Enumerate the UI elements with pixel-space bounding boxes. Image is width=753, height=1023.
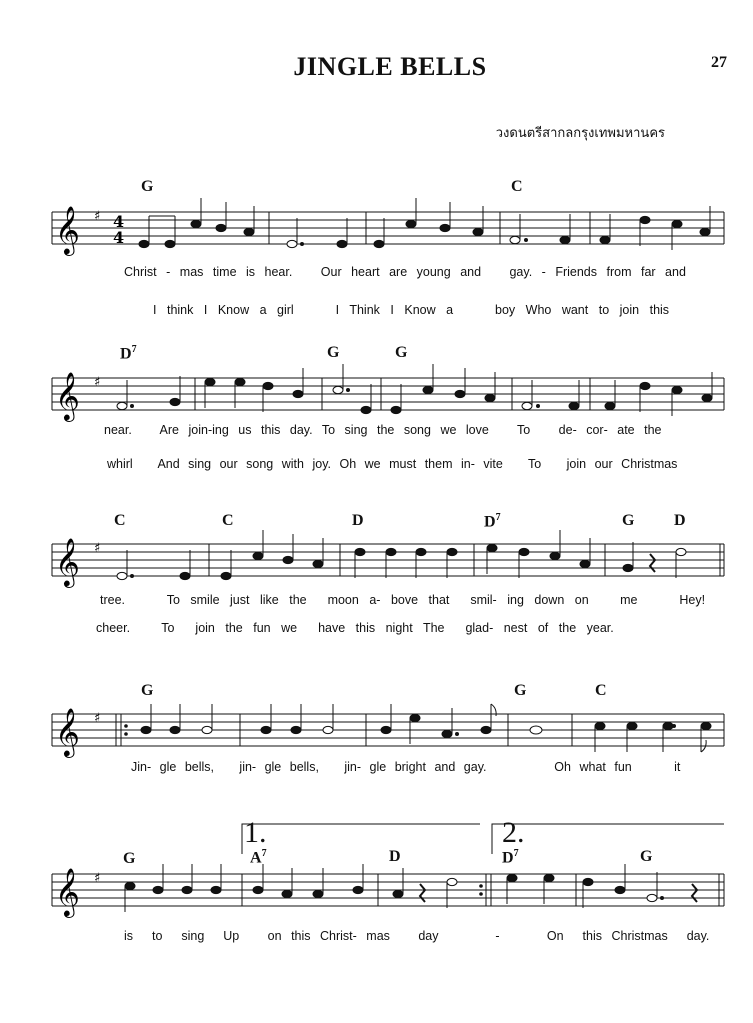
ending-brackets — [242, 824, 724, 854]
chord-symbol: $D^7$ — [502, 848, 519, 867]
svg-text:𝄞: 𝄞 — [55, 537, 80, 586]
chord-symbol: $A^7$ — [250, 848, 267, 867]
music-staff — [0, 530, 753, 590]
chord-symbol: G — [395, 344, 408, 361]
chord-symbol: C — [114, 512, 126, 529]
svg-text:4: 4 — [113, 212, 125, 231]
key-signature-sharp-icon — [94, 871, 100, 886]
svg-text:4: 4 — [113, 228, 125, 247]
lyric-line-verse-1: Jin- gle bells, jin- gle bells, jin- gle bright and gay. Oh what fun it — [131, 760, 681, 774]
lyric-line-verse-2: I think I Know a girl I Think I Know a boy Who want to join this — [153, 303, 670, 317]
chord-symbol: $D^7$ — [484, 512, 501, 531]
chord-symbol: G — [141, 178, 154, 195]
notes — [139, 198, 710, 250]
page-number: 27 — [711, 54, 727, 71]
svg-text:𝄞: 𝄞 — [55, 205, 80, 254]
chord-symbol: D — [674, 512, 686, 529]
treble-clef-icon — [55, 371, 80, 422]
treble-clef-icon — [55, 707, 80, 758]
treble-clef-icon — [55, 867, 80, 918]
first-ending-label: 1. — [244, 816, 267, 849]
notes — [125, 864, 697, 912]
lyric-line-verse-2: whirl And sing our song with joy. Oh we must them in- vite To join our Christmas — [107, 457, 678, 471]
chord-symbol: D — [352, 512, 364, 529]
lyric-line-verse-1: Christ - mas time is hear. Our heart are young and gay. - Friends from far and — [124, 265, 686, 279]
song-title: JINGLE BELLS — [293, 52, 487, 81]
svg-text:𝄞: 𝄞 — [55, 867, 80, 916]
arranger-credit: วงดนตรีสากลกรุงเทพมหานคร — [495, 125, 665, 140]
svg-text:♯: ♯ — [94, 871, 101, 886]
music-staff — [0, 700, 753, 760]
chord-symbol: G — [514, 682, 527, 699]
svg-text:𝄞: 𝄞 — [55, 371, 80, 420]
chord-symbol: D — [389, 848, 401, 865]
key-signature-sharp-icon — [94, 209, 100, 224]
svg-text:𝄞: 𝄞 — [55, 707, 80, 756]
svg-text:♯: ♯ — [94, 541, 101, 556]
chord-symbol: C — [595, 682, 607, 699]
staff-lines — [52, 212, 724, 244]
treble-clef-icon — [55, 537, 80, 588]
second-ending-label: 2. — [502, 816, 525, 849]
music-staff — [0, 198, 753, 258]
notes — [117, 530, 686, 580]
notes — [141, 704, 711, 752]
svg-text:♯: ♯ — [94, 711, 101, 726]
chord-symbol: $D^7$ — [120, 344, 137, 363]
key-signature-sharp-icon — [94, 711, 100, 726]
time-signature-mark — [113, 212, 124, 247]
chord-symbol: G — [123, 850, 136, 867]
lyric-line-verse-2: cheer. To join the fun we have this night The glad- nest of the year. — [96, 621, 614, 635]
chord-symbol: G — [141, 682, 154, 699]
lyric-line-verse-1: near. Are join-ing us this day. To sing the song we love To de- cor- ate the — [104, 423, 662, 437]
chord-symbol: C — [511, 178, 523, 195]
chord-symbol: G — [640, 848, 653, 865]
music-staff — [0, 364, 753, 424]
chord-symbol: G — [622, 512, 635, 529]
svg-text:♯: ♯ — [94, 375, 101, 390]
staff-lines — [52, 378, 724, 410]
lyric-line-verse-1: tree. To smile just like the moon a- bove that smil- ing down on me Hey! — [100, 593, 706, 607]
notes — [117, 364, 712, 416]
chord-symbol: C — [222, 512, 234, 529]
key-signature-sharp-icon — [94, 541, 100, 556]
treble-clef-icon — [55, 205, 80, 256]
chord-symbol: G — [327, 344, 340, 361]
svg-text:♯: ♯ — [94, 209, 101, 224]
music-staff — [0, 818, 753, 938]
key-signature-sharp-icon — [94, 375, 100, 390]
lyric-line-verse-1: is to sing Up on this Christ- mas day - On this Christmas day. — [124, 929, 710, 943]
